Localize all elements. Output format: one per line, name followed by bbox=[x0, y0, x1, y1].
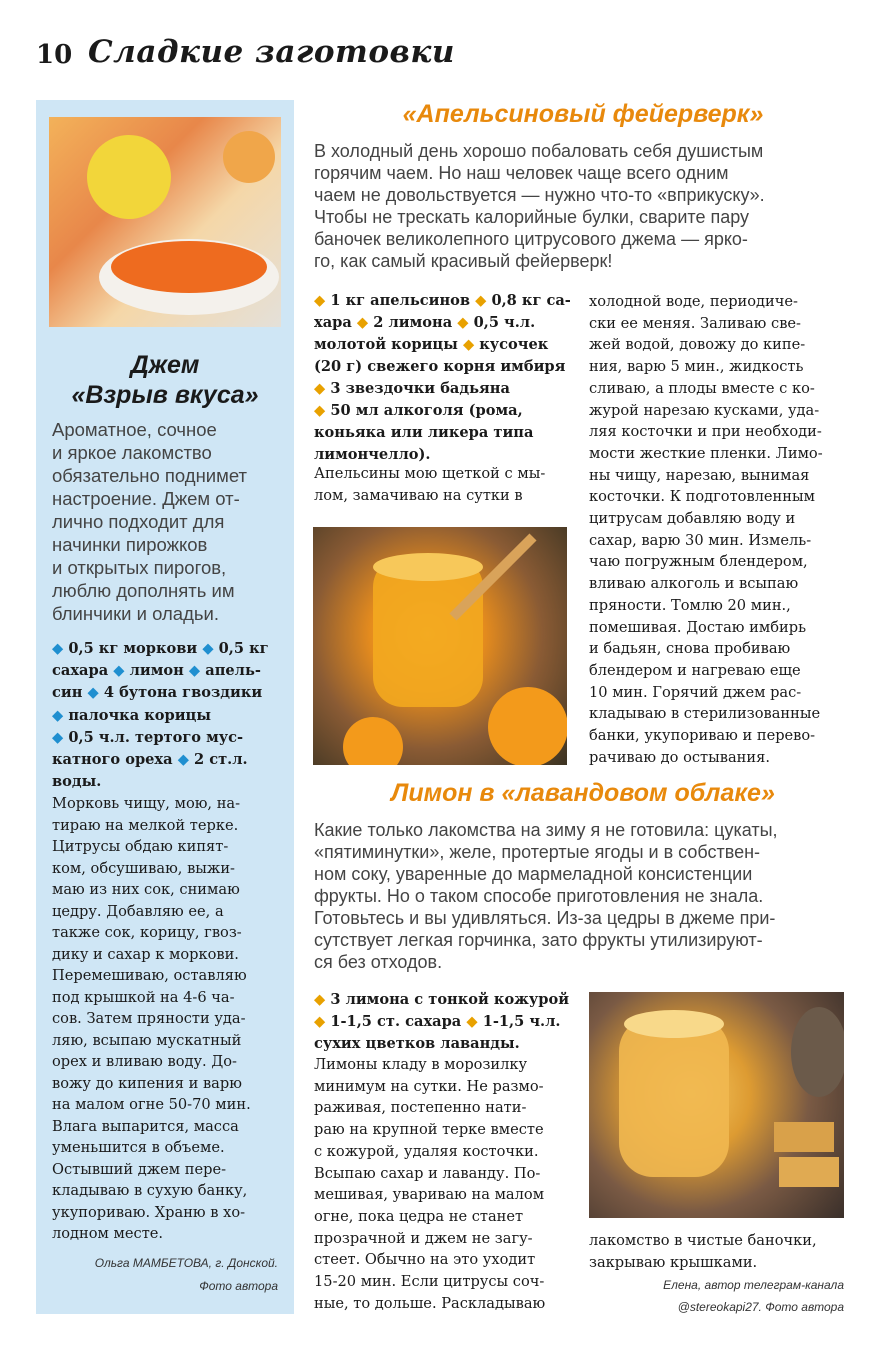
diamond-bullet-icon: ◆ bbox=[52, 706, 64, 724]
body-line: Цитрусы обдаю кипят- bbox=[52, 838, 229, 855]
body-line: вливаю алкоголь и всыпаю bbox=[589, 575, 799, 593]
recipe2-ingredients bbox=[314, 989, 576, 1055]
body-line: огне, пока цедра не станет bbox=[314, 1207, 524, 1225]
body-line: Морковь чищу, мою, на- bbox=[52, 795, 241, 812]
ingredient: 3 лимона с тонкой кожурой bbox=[330, 991, 570, 1008]
body-line: банки, укупориваю и перево- bbox=[589, 727, 816, 745]
body-line: журой нарезаю кусками, уда- bbox=[589, 401, 820, 419]
diamond-bullet-icon: ◆ bbox=[314, 1013, 326, 1030]
intro-line: В холодный день хорошо побаловать себя душистым bbox=[314, 141, 764, 161]
diamond-bullet-icon: ◆ bbox=[314, 292, 326, 309]
ingredient: катного ореха bbox=[52, 751, 173, 769]
ingredient: 0,5 кг моркови bbox=[68, 640, 198, 657]
body-line: ные, то дольше. Раскладываю bbox=[314, 1294, 546, 1312]
body-line: уменьшится в объеме. bbox=[52, 1139, 225, 1156]
body-line: блендером и нагреваю еще bbox=[589, 661, 801, 679]
ingredient: палочка корицы bbox=[68, 706, 211, 724]
intro-line: обязательно поднимет bbox=[52, 465, 247, 486]
ingredient: молотой корицы bbox=[314, 336, 458, 353]
ingredient: хара bbox=[314, 314, 352, 331]
body-line: дику и сахар к моркови. bbox=[52, 945, 239, 963]
body-line: также сок, корицу, гвоз- bbox=[52, 924, 242, 941]
intro-line: лично подходит для bbox=[52, 511, 225, 532]
ingredient: 0,5 ч.л. bbox=[473, 314, 536, 331]
lemon-jam-photo bbox=[589, 992, 844, 1218]
page-number: 10 bbox=[36, 40, 73, 70]
sidebar-body bbox=[52, 793, 284, 1245]
sidebar-ingredients bbox=[52, 638, 286, 793]
sidebar-title-line: «Взрыв вкуса» bbox=[71, 381, 259, 409]
recipe2-body-right bbox=[589, 1230, 847, 1273]
intro-line: «пятиминутки», желе, протертые ягоды и в собствен- bbox=[314, 842, 761, 862]
sidebar-title-line: Джем bbox=[130, 351, 200, 379]
intro-line: фрукты. Но о таком способе приготовления не знала. bbox=[314, 886, 764, 906]
diamond-bullet-icon: ◆ bbox=[52, 640, 64, 657]
ingredient: сухих цветков лаванды. bbox=[314, 1035, 520, 1052]
diamond-bullet-icon: ◆ bbox=[475, 292, 487, 309]
body-line: орех и вливаю воду. До- bbox=[52, 1053, 237, 1070]
intro-line: и открытых пирогов, bbox=[52, 557, 227, 578]
body-line: под крышкой на 4-6 ча- bbox=[52, 988, 235, 1006]
ingredient: лимончелло). bbox=[314, 446, 431, 463]
ingredient: апель- bbox=[205, 662, 261, 680]
intro-line: Какие только лакомства на зиму я не готовила: цукаты, bbox=[314, 820, 778, 840]
body-line: цитрусам добавляю воду и bbox=[589, 510, 796, 528]
body-line: прозрачной и джем не загу- bbox=[314, 1229, 533, 1247]
diamond-bullet-icon: ◆ bbox=[188, 662, 201, 680]
diamond-bullet-icon: ◆ bbox=[457, 314, 469, 331]
ingredient: 0,5 ч.л. тертого мус- bbox=[68, 728, 244, 746]
orange-jam-illustration bbox=[313, 527, 567, 765]
ingredient: 0,8 кг са- bbox=[491, 292, 571, 309]
diamond-bullet-icon: ◆ bbox=[177, 751, 189, 769]
intro-line: настроение. Джем от- bbox=[52, 488, 240, 509]
body-line: стеет. Обычно на это уходит bbox=[314, 1251, 536, 1269]
body-line: кладываю в стерилизованные bbox=[589, 705, 821, 723]
carrot-jam-illustration bbox=[49, 117, 281, 327]
body-line: мости жесткие пленки. Лимо- bbox=[589, 444, 823, 462]
sidebar-photo-credit: Фото автора bbox=[199, 1279, 278, 1293]
body-line: косточки. К подготовленным bbox=[589, 488, 815, 506]
intro-line: ном соку, уваренные до мармеладной консистенции bbox=[314, 864, 753, 884]
intro-line: Ароматное, сочное bbox=[52, 419, 217, 440]
body-line: ния, варю 5 мин., жидкость bbox=[589, 358, 804, 376]
recipe2-title: Лимон в «лавандовом облаке» bbox=[391, 779, 775, 807]
body-line: укупориваю. Храню в хо- bbox=[52, 1203, 246, 1221]
intro-line: люблю дополнять им bbox=[52, 580, 235, 601]
intro-line: го, как самый красивый фейерверк! bbox=[314, 251, 613, 271]
body-line: холодной воде, периодиче- bbox=[589, 293, 798, 310]
recipe1-intro bbox=[314, 140, 852, 272]
recipe1-body-left bbox=[314, 463, 572, 506]
intro-line: ся без отходов. bbox=[314, 952, 443, 972]
body-line: маю из них сок, снимаю bbox=[52, 881, 240, 898]
body-line: Апельсины мою щеткой с мы- bbox=[314, 465, 546, 482]
ingredient: сахара bbox=[52, 662, 109, 680]
body-line: Всыпаю сахар и лаванду. По- bbox=[314, 1164, 541, 1182]
ingredient: син bbox=[52, 684, 83, 702]
ingredient: 2 лимона bbox=[373, 314, 453, 331]
intro-line: сутствует легкая горчинка, зато фрукты утилизируют- bbox=[314, 930, 763, 950]
body-line: тираю на мелкой терке. bbox=[52, 816, 239, 834]
body-line: Влага выпарится, масса bbox=[52, 1117, 239, 1135]
carrot-jam-photo bbox=[49, 117, 281, 327]
ingredient: 3 звездочки бадьяна bbox=[330, 380, 510, 397]
ingredient: 50 мл алкоголя (рома, bbox=[330, 402, 523, 419]
diamond-bullet-icon: ◆ bbox=[202, 640, 214, 657]
diamond-bullet-icon: ◆ bbox=[462, 336, 475, 353]
diamond-bullet-icon: ◆ bbox=[314, 402, 326, 419]
intro-line: баночек великолепного цитрусового джема — ярко- bbox=[314, 229, 748, 249]
recipe1-ingredients bbox=[314, 290, 574, 466]
body-line: кладываю в сухую банку, bbox=[52, 1182, 248, 1199]
intro-line: Чтобы не трескать калорийные булки, сварите пару bbox=[314, 207, 750, 227]
recipe2-author: Елена, автор телеграм-канала bbox=[663, 1278, 844, 1292]
intro-line: блинчики и оладьи. bbox=[52, 603, 219, 624]
sidebar-intro bbox=[52, 418, 286, 625]
recipe2-photo-credit: @stereokapi27. Фото автора bbox=[677, 1300, 844, 1314]
body-line: сов. Затем пряности уда- bbox=[52, 1010, 246, 1027]
intro-line: горячим чаем. Но наш человек чаще всего одним bbox=[314, 163, 729, 183]
body-line: лом, замачиваю на сутки в bbox=[314, 486, 523, 504]
intro-line: начинки пирожков bbox=[52, 534, 208, 555]
ingredient: коньяка или ликера типа bbox=[314, 424, 534, 441]
body-line: вожу до кипения и варю bbox=[52, 1074, 242, 1092]
recipe2-body-left bbox=[314, 1054, 568, 1314]
diamond-bullet-icon: ◆ bbox=[87, 684, 99, 702]
section-title: Сладкие заготовки bbox=[88, 34, 455, 70]
sidebar-title bbox=[36, 350, 294, 410]
diamond-bullet-icon: ◆ bbox=[466, 1013, 478, 1030]
body-line: и бадьян, снова пробиваю bbox=[589, 640, 791, 658]
body-line: лакомство в чистые баночки, bbox=[589, 1232, 817, 1249]
ingredient: 1 кг апельсинов bbox=[330, 292, 471, 309]
body-line: чаю погружным блендером, bbox=[589, 553, 808, 571]
body-line: на малом огне 50-70 мин. bbox=[52, 1096, 251, 1113]
diamond-bullet-icon: ◆ bbox=[356, 314, 369, 331]
recipe1-title: «Апельсиновый фейерверк» bbox=[402, 100, 764, 128]
sidebar-author: Ольга МАМБЕТОВА, г. Донской. bbox=[94, 1256, 278, 1270]
body-line: лодном месте. bbox=[52, 1225, 164, 1242]
ingredient: воды. bbox=[52, 773, 102, 791]
recipe2-intro bbox=[314, 819, 852, 973]
ingredient: 1-1,5 ч.л. bbox=[482, 1013, 561, 1030]
body-line: с кожурой, удаляя косточки. bbox=[314, 1142, 539, 1160]
body-line: жей водой, довожу до кипе- bbox=[589, 336, 806, 354]
body-line: ляю, всыпаю мускатный bbox=[52, 1031, 242, 1049]
body-line: 10 мин. Горячий джем рас- bbox=[589, 683, 802, 701]
body-line: ляя косточки и при необходи- bbox=[589, 423, 822, 441]
body-line: 15-20 мин. Если цитрусы соч- bbox=[314, 1273, 545, 1291]
body-line: минимум на сутки. Не размо- bbox=[314, 1077, 544, 1095]
body-line: сливаю, а плоды вместе с ко- bbox=[589, 379, 815, 397]
body-line: Остывший джем пере- bbox=[52, 1160, 227, 1178]
intro-line: и яркое лакомство bbox=[52, 442, 212, 463]
body-line: ком, обсушиваю, выжи- bbox=[52, 859, 235, 877]
ingredient: 0,5 кг bbox=[218, 640, 269, 657]
body-line: помешивая. Достаю имбирь bbox=[589, 618, 807, 636]
ingredient: лимон bbox=[129, 662, 184, 680]
body-line: Лимоны кладу в морозилку bbox=[314, 1056, 528, 1073]
body-line: раю на крупной терке вместе bbox=[314, 1121, 544, 1139]
diamond-bullet-icon: ◆ bbox=[113, 662, 125, 680]
ingredient: кусочек bbox=[479, 336, 549, 353]
diamond-bullet-icon: ◆ bbox=[52, 728, 64, 746]
ingredient: 2 ст.л. bbox=[194, 751, 248, 769]
ingredient: 4 бутона гвоздики bbox=[103, 684, 263, 702]
diamond-bullet-icon: ◆ bbox=[314, 991, 326, 1008]
body-line: раживая, постепенно нати- bbox=[314, 1099, 527, 1117]
body-line: мешивая, увариваю на малом bbox=[314, 1186, 545, 1204]
lemon-jam-illustration bbox=[589, 992, 844, 1218]
body-line: цедру. Добавляю ее, а bbox=[52, 902, 224, 920]
body-line: ски ее меняя. Заливаю све- bbox=[589, 314, 801, 332]
body-line: Перемешиваю, оставляю bbox=[52, 967, 247, 984]
body-line: пряности. Томлю 20 мин., bbox=[589, 596, 791, 614]
diamond-bullet-icon: ◆ bbox=[314, 380, 326, 397]
body-line: рачиваю до остывания. bbox=[589, 748, 770, 766]
recipe1-body-right bbox=[589, 291, 844, 768]
body-line: закрываю крышками. bbox=[589, 1253, 758, 1271]
body-line: ны чищу, нарезаю, вынимая bbox=[589, 466, 810, 484]
intro-line: чаем не довольствуется — нужно что-то «вприкуску». bbox=[314, 185, 765, 205]
ingredient: (20 г) свежего корня имбиря bbox=[314, 358, 566, 375]
intro-line: Готовьтесь и вы удивляться. Из-за цедры в джеме при- bbox=[314, 908, 776, 928]
body-line: сахар, варю 30 мин. Измель- bbox=[589, 531, 812, 549]
ingredient: 1-1,5 ст. сахара bbox=[330, 1013, 462, 1030]
orange-jam-photo bbox=[313, 527, 567, 765]
